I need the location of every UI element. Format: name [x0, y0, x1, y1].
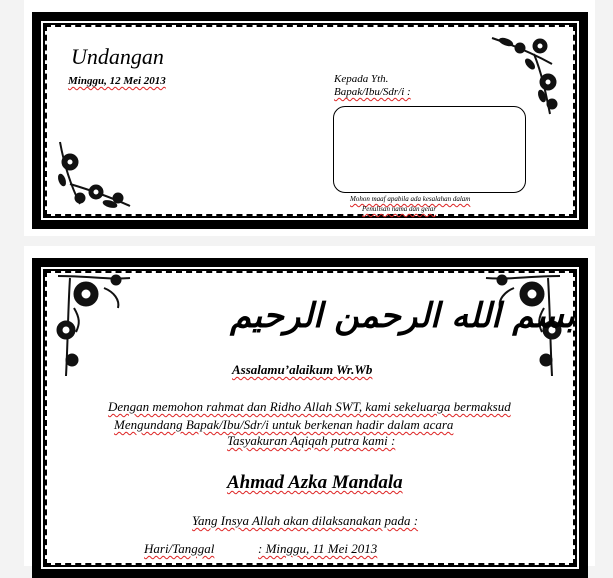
day-label: Hari/Tanggal [144, 541, 215, 556]
flower-ornament-icon [50, 268, 132, 378]
schedule-intro: Yang Insya Allah akan dilaksanakan pada : [192, 513, 419, 528]
recipient-label: Kepada Yth. [334, 73, 389, 85]
address-box [333, 106, 526, 193]
apology-note-line: Penulisan nama dan gelar [362, 205, 437, 213]
intro-line: Tasyakuran Aqiqah putra kami : [227, 433, 396, 448]
flower-ornament-icon [56, 140, 132, 210]
recipient-title: Bapak/Ibu/Sdr/i : [334, 86, 411, 98]
child-name: Ahmad Azka Mandala [227, 472, 403, 493]
invitation-title: Undangan [71, 44, 164, 69]
apology-note-line: Mohon maaf apabila ada kesalahan dalam [350, 195, 471, 203]
invitation-date: Minggu, 12 Mei 2013 [68, 75, 166, 87]
greeting: Assalamu’alaikum Wr.Wb [232, 362, 373, 377]
day-value: : Minggu, 11 Mei 2013 [258, 541, 378, 556]
intro-line: Mengundang Bapak/Ibu/Sdr/i untuk berkenan hadir dalam acara [114, 417, 454, 432]
bismillah-calligraphy: بسم الله الرحمن الرحيم [230, 296, 575, 336]
intro-line: Dengan memohon rahmat dan Ridho Allah SWT, kami sekeluarga bermaksud [108, 399, 511, 414]
